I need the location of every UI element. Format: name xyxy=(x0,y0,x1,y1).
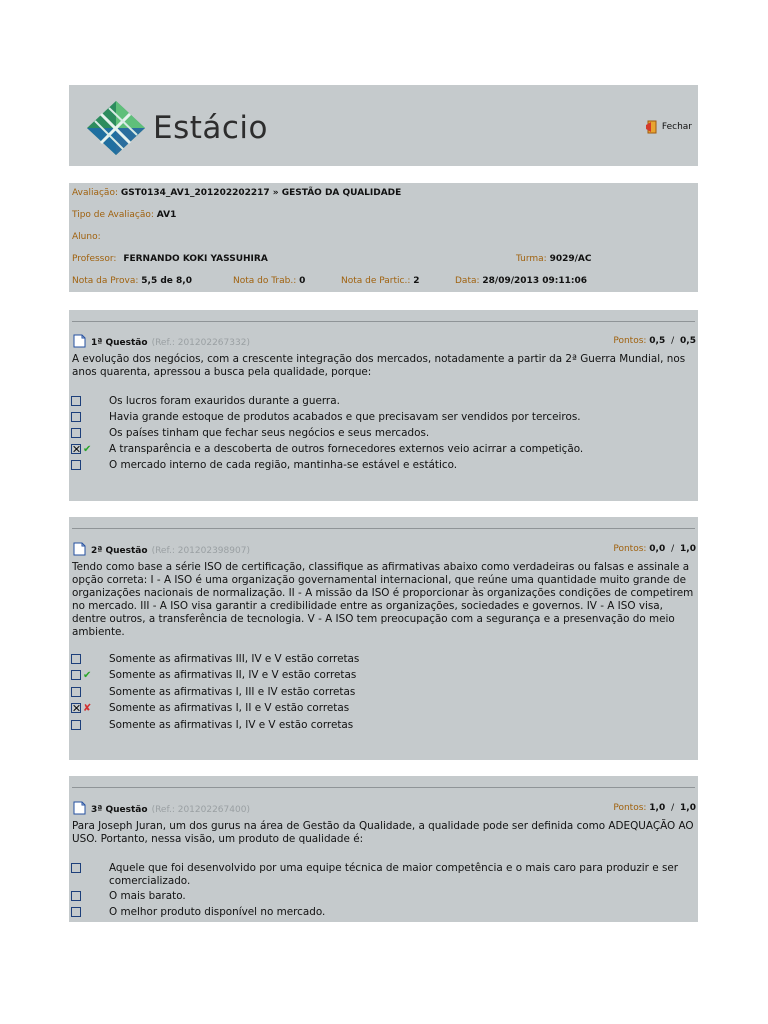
answer-option[interactable] xyxy=(71,719,695,732)
answer-text: Somente as afirmativas III, IV e V estão corretas xyxy=(109,653,360,665)
answer-option[interactable] xyxy=(71,702,695,715)
question-1-panel xyxy=(69,310,698,501)
wrong-cross-icon: ✘ xyxy=(83,703,92,714)
answer-option[interactable] xyxy=(71,653,695,666)
answer-text: Somente as afirmativas I, IV e V estão corretas xyxy=(109,719,354,731)
answer-option[interactable] xyxy=(71,686,695,699)
answer-checkbox-checked[interactable] xyxy=(71,444,81,454)
answer-text: A transparência e a descoberta de outros fornecedores externos veio acirrar a competição. xyxy=(109,443,584,455)
answer-checkbox[interactable] xyxy=(71,863,81,873)
nota-trab-value: 0 xyxy=(299,276,306,286)
question-score xyxy=(613,803,696,813)
answer-text: O mercado interno de cada região, mantinha-se estável e estático. xyxy=(109,459,458,471)
answer-option[interactable] xyxy=(71,395,695,408)
data-label: Data: xyxy=(455,276,480,286)
answer-text: Os lucros foram exauridos durante a guerra. xyxy=(109,395,340,407)
question-ref: (Ref.: 201202398907) xyxy=(151,546,250,556)
answer-checkbox[interactable] xyxy=(71,654,81,664)
document-icon xyxy=(73,542,86,556)
pontos-separator: / xyxy=(671,544,675,554)
logo-diamond-icon xyxy=(85,99,147,157)
correct-check-icon: ✔ xyxy=(83,670,92,681)
header-panel xyxy=(69,85,698,166)
question-title: 3ª Questão xyxy=(91,805,148,815)
answer-option[interactable] xyxy=(71,443,695,456)
answer-option[interactable] xyxy=(71,906,695,919)
answer-checkbox[interactable] xyxy=(71,412,81,422)
document-icon xyxy=(73,801,86,815)
exam-info-panel xyxy=(69,183,698,292)
answer-text: O mais barato. xyxy=(109,890,186,902)
answer-text: Os países tinham que fechar seus negócios e seus mercados. xyxy=(109,427,430,439)
aluno-label: Aluno: xyxy=(72,232,101,242)
question-2-panel xyxy=(69,517,698,760)
pontos-max: 1,0 xyxy=(680,544,696,554)
nota-trab-label: Nota do Trab.: xyxy=(233,276,297,286)
avaliacao-value: GST0134_AV1_201202202217 » GESTÃO DA QUALIDADE xyxy=(120,188,402,198)
question-score xyxy=(613,544,696,554)
answer-checkbox[interactable] xyxy=(71,891,81,901)
document-icon xyxy=(73,334,86,348)
answer-option[interactable] xyxy=(71,411,695,424)
logo-text: Estácio xyxy=(153,110,269,146)
answer-text: Somente as afirmativas I, III e IV estão corretas xyxy=(109,686,356,698)
answer-option[interactable] xyxy=(71,862,695,888)
answer-checkbox[interactable] xyxy=(71,460,81,470)
tipo-value: AV1 xyxy=(156,210,177,220)
nota-partic-value: 2 xyxy=(413,276,420,286)
correct-check-icon: ✔ xyxy=(83,444,92,455)
answer-text: Somente as afirmativas I, II e V estão corretas xyxy=(109,702,350,714)
answer-option[interactable] xyxy=(71,890,695,903)
answer-option[interactable] xyxy=(71,427,695,440)
question-3-panel xyxy=(69,776,698,922)
tipo-label: Tipo de Avaliação: xyxy=(72,210,154,220)
answer-text: Aquele que foi desenvolvido por uma equipe técnica de maior competência e o mais caro para produzir e ser comercializado. xyxy=(109,862,679,887)
answer-checkbox[interactable] xyxy=(71,428,81,438)
answer-text: O melhor produto disponível no mercado. xyxy=(109,906,326,918)
pontos-max: 1,0 xyxy=(680,803,696,813)
data-value: 28/09/2013 09:11:06 xyxy=(482,276,587,286)
answer-checkbox[interactable] xyxy=(71,687,81,697)
answer-checkbox[interactable] xyxy=(71,396,81,406)
answer-checkbox[interactable] xyxy=(71,670,81,680)
pontos-max: 0,5 xyxy=(680,336,696,346)
professor-value: FERNANDO KOKI YASSUHIRA xyxy=(123,254,268,264)
answer-text: Havia grande estoque de produtos acabados e que precisavam ser vendidos por terceiros. xyxy=(109,411,581,423)
pontos-value: 0,5 xyxy=(649,336,666,346)
answer-checkbox-checked[interactable] xyxy=(71,703,81,713)
pontos-value: 1,0 xyxy=(649,803,666,813)
question-text: Para Joseph Juran, um dos gurus na área de Gestão da Qualidade, a qualidade pode ser definida como ADEQUAÇÃO AO USO. Portanto, nessa visão, um produto de qualidade é: xyxy=(72,820,694,845)
answer-option[interactable] xyxy=(71,459,695,472)
question-title: 2ª Questão xyxy=(91,546,148,556)
answer-text: Somente as afirmativas II, IV e V estão corretas xyxy=(109,669,357,681)
question-ref: (Ref.: 201202267400) xyxy=(151,805,250,815)
nota-partic-label: Nota de Partic.: xyxy=(341,276,411,286)
door-exit-icon xyxy=(645,119,659,135)
estacio-logo xyxy=(85,99,268,157)
close-label: Fechar xyxy=(661,122,692,132)
pontos-value: 0,0 xyxy=(649,544,666,554)
question-score xyxy=(613,336,696,346)
turma-value: 9029/AC xyxy=(549,254,592,264)
answer-option[interactable] xyxy=(71,669,695,682)
pontos-separator: / xyxy=(671,803,675,813)
question-ref: (Ref.: 201202267332) xyxy=(151,338,250,348)
nota-prova-value: 5,5 de 8,0 xyxy=(141,276,192,286)
divider xyxy=(72,321,695,322)
answer-checkbox[interactable] xyxy=(71,907,81,917)
answer-checkbox[interactable] xyxy=(71,720,81,730)
divider xyxy=(72,528,695,529)
question-text: Tendo como base a série ISO de certificação, classifique as afirmativas abaixo como verdadeiras ou falsas e assinale a opção correta: I - A ISO é uma organização governamental internacional, que reúne uma quantidade muito grande de organizações nacionais de normalização. II - A missão da ISO é proporcionar às organizações condições de competirem no mercado. III - A ISO visa garantir a credibilidade entre as organizações, sociedades e governos. IV - A ISO visa, dentre outros, a transferência de tecnologia. V - A ISO tem preocupação com a segurança e a presenvação do meio ambiente. xyxy=(72,561,694,638)
professor-label: Professor: xyxy=(72,254,117,264)
question-title: 1ª Questão xyxy=(91,338,148,348)
question-text: A evolução dos negócios, com a crescente integração dos mercados, notadamente a partir da 2ª Guerra Mundial, nos anos quarenta, apressou a busca pela qualidade, porque: xyxy=(72,353,686,378)
avaliacao-label: Avaliação: xyxy=(72,188,118,198)
close-button[interactable] xyxy=(645,119,692,135)
pontos-label: Pontos: xyxy=(613,803,647,813)
divider xyxy=(72,787,695,788)
turma-label: Turma: xyxy=(516,254,547,264)
pontos-label: Pontos: xyxy=(613,544,647,554)
pontos-separator: / xyxy=(671,336,675,346)
nota-prova-label: Nota da Prova: xyxy=(72,276,139,286)
pontos-label: Pontos: xyxy=(613,336,647,346)
